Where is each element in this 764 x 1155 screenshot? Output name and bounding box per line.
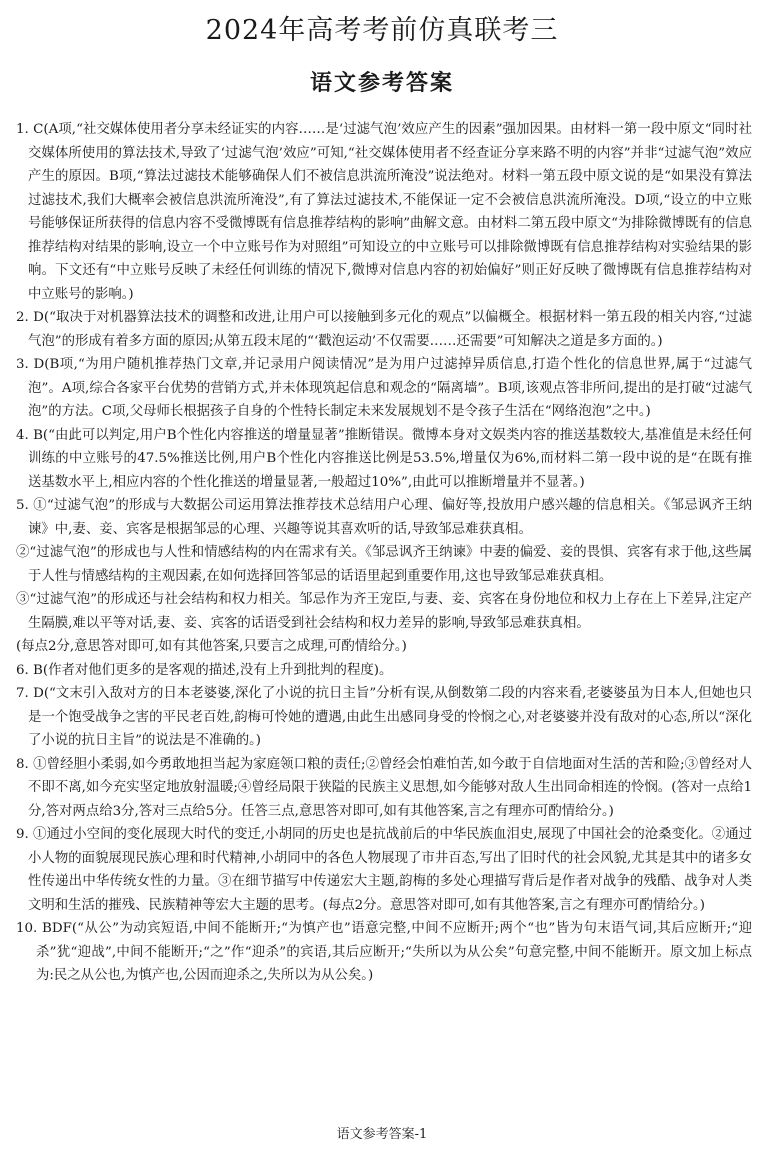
answer-item-5-scoring-note: (每点2分,意思答对即可,如有其他答案,只要言之成理,可酌情给分。)	[16, 639, 407, 654]
page-subtitle: 语文参考答案	[309, 70, 454, 96]
answer-item-9: 9. ①通过小空间的变化展现大时代的变迁,小胡同的历史也是抗战前后的中华民族血泪史,展现了中国社会的沧桑变化。②通过小人物的面貌展现民族心理和时代精神,小胡同中的各色人物展现了市井百态,写出了旧时代的社会风貌,尤其是其中的诸多女性传递出中华传统女性的力量。③在细节描写中传递宏大主题,韵梅的多处心理描写背后是作者对战争的残酷、战争对人类文明和生活的摧残、民族精神等宏大主题的思考。(每点2分。意思答对即可,如有其他答案,言之有理亦可酌情给分。)	[16, 827, 752, 913]
answer-item-7: 7. D(“文末引入敌对方的日本老婆婆,深化了小说的抗日主旨”分析有误,从倒数第二段的内容来看,老婆婆虽为日本人,但她也只是一个饱受战争之害的平民老百姓,韵梅可怜她的遭遇,由此生出感同身受的怜悯之心,对老婆婆并没有敌对的心态,所以“深化了小说的抗日主旨”的说法是不准确的。)	[16, 686, 752, 748]
answer-item-6: 6. B(作者对他们更多的是客观的描述,没有上升到批判的程度)。	[16, 662, 393, 678]
page-title: 2024年高考考前仿真联考三	[205, 15, 559, 46]
answer-item-5-point-2: ②“过滤气泡”的形成也与人性和情感结构的内在需求有关。《邹忌讽齐王纳谏》中妻的偏爱、妾的畏惧、宾客有求于他,这些属于人性与情感结构的主观因素,在如何选择回答邹忌的话语里起到重要作用,这也导致邹忌难获真相。	[16, 545, 752, 584]
answer-item-5-point-1: 5. ①“过滤气泡”的形成与大数据公司运用算法推荐技术总结用户心理、偏好等,投放用户感兴趣的信息相关。《邹忌讽齐王纳谏》中,妻、妾、宾客是根据邹忌的心理、兴趣等说其喜欢听的话,导致邹忌难获真相。	[16, 498, 752, 537]
answer-item-3: 3. D(B项,“为用户随机推荐热门文章,并记录用户阅读情况”是为用户过滤掉异质信息,打造个性化的信息世界,属于“过滤气泡”。A项,综合各家平台优势的营销方式,并未体现筑起信息和观念的“隔离墙”。B项,该观点答非所问,提出的是打破“过滤气泡”的方法。C项,父母师长根据孩子自身的个性特长制定未来发展规划不是令孩子生活在“网络泡泡”之中。)	[16, 357, 752, 419]
answer-item-2: 2. D(“取决于对机器算法技术的调整和改进,让用户可以接触到多元化的观点”以偏概全。根据材料一第五段的相关内容,“过滤气泡”的形成有着多方面的原因;从第五段末尾的“‘戳泡运动’不仅需要……还需要”可知解决之道是多方面的。)	[16, 310, 752, 349]
page-footer: 语文参考答案-1	[336, 1127, 428, 1142]
answer-item-4: 4. B(“由此可以判定,用户B个性化内容推送的增量显著”推断错误。微博本身对文娱类内容的推送基数较大,基准值是未经任何训练的中立账号的47.5%推送比例,用户B个性化内容推送比例是53.5%,增量仅为6%,而材料二第一段中说的是“在既有推送基数水平上,相应内容的个性化推送的增量显著,一般超过10%”,由此可以推断增量并不显著。)	[16, 427, 752, 490]
answer-item-5-point-3: ③“过滤气泡”的形成还与社会结构和权力相关。邹忌作为齐王宠臣,与妻、妾、宾客在身份地位和权力上存在上下差异,注定产生隔膜,难以平等对话,妻、妾、宾客的话语受到社会结构和权力差异的影响,导致邹忌难获真相。	[16, 592, 752, 631]
answer-item-8: 8. ①曾经胆小柔弱,如今勇敢地担当起为家庭领口粮的责任;②曾经会怕难怕苦,如今敢于自信地面对生活的苦和险;③曾经对人不即不离,如今充实坚定地放射温暖;④曾经局限于狭隘的民族主义思想,如今能够对敌人生出同命相连的怜悯。(答对一点给1分,答对两点给3分,答对三点给5分。任答三点,意思答对即可,如有其他答案,言之有理亦可酌情给分。)	[16, 756, 752, 819]
answer-item-10: 10. BDF(“从公”为动宾短语,中间不能断开;“为慎产也”语意完整,中间不应断开;两个“也”皆为句末语气词,其后应断开;“迎杀”犹“迎战”,中间不能断开;“之”作“迎杀”的宾语,其后应断开;“失所以为从公矣”句意完整,中间不能断开。原文加上标点为:民之从公也,为慎产也,公因而迎杀之,失所以为从公矣。)	[16, 921, 752, 983]
answers-section	[16, 118, 752, 988]
answer-item-1: 1. C(A项,“社交媒体使用者分享未经证实的内容……是‘过滤气泡’效应产生的因素”强加因果。由材料一第一段中原文“同时社交媒体所使用的算法技术,导致了‘过滤气泡’效应”可知,“社交媒体使用者不经查证分享来路不明的内容”并非“过滤气泡”效应产生的原因。B项,“算法过滤技术能够确保人们不被信息洪流所淹没”说法绝对。材料一第五段中原文说的是“如果没有算法过滤技术,我们大概率会被信息洪流所淹没”,有了算法过滤技术,不能保证一定不会被信息洪流所淹没。D项,“设立的中立账号能够保证所获得的信息内容不受微博既有信息推荐结构的影响”曲解文意。由材料二第五段中原文“为排除微博既有的信息推荐结构对结果的影响,设立一个中立账号作为对照组”可知设立的中立账号可以排除微博既有信息推荐结构对实验结果的影响。下文还有“中立账号反映了未经任何训练的情况下,微博对信息内容的初始偏好”则正好反映了微博既有信息推荐结构对中立账号的影响。)	[16, 122, 752, 302]
